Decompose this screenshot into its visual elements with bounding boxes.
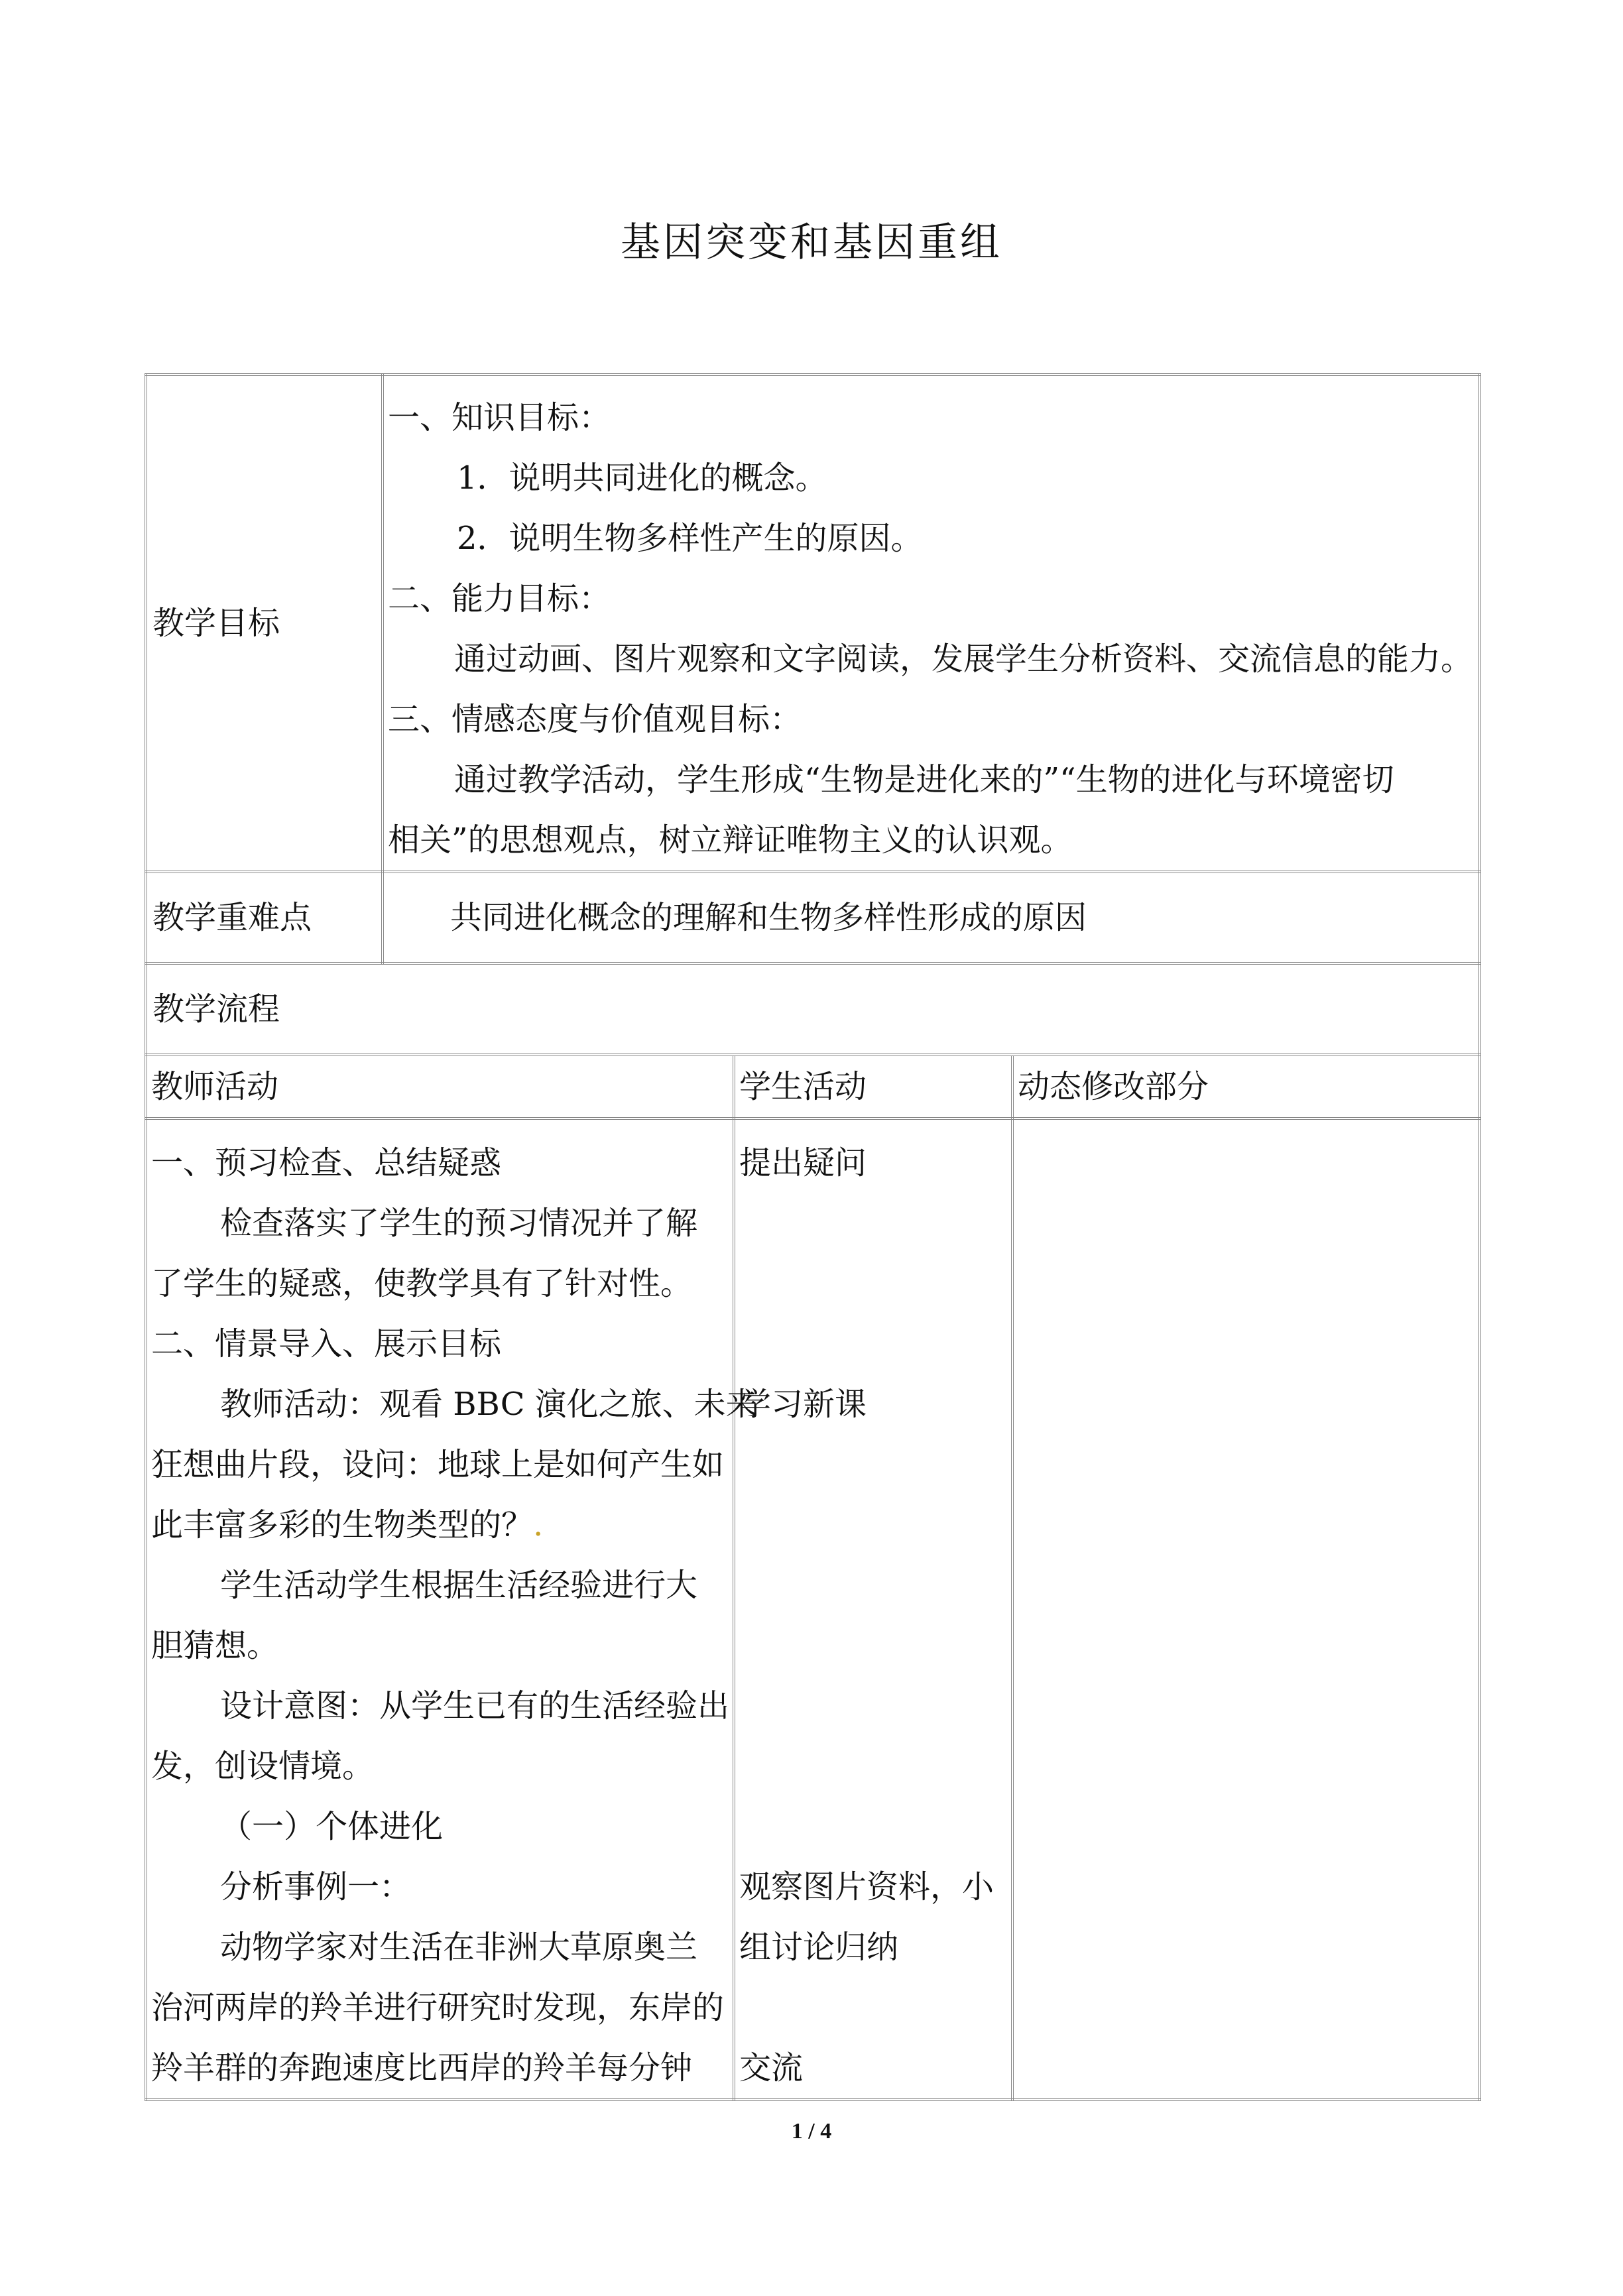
objective-line: 通过动画、图片观察和文字阅读，发展学生分析资料、交流信息的能力。 [454, 640, 1473, 678]
teacher-line: 狂想曲片段，设问：地球上是如何产生如 [151, 1446, 725, 1483]
teacher-line: 一、预习检查、总结疑惑 [151, 1144, 502, 1181]
student-line [739, 1254, 1011, 1314]
flow-header-row [146, 1055, 1480, 1118]
key-points-row [146, 872, 1480, 963]
header-dynamic-revision: 动态修改部分 [1012, 1055, 1480, 1118]
stray-mark: . [533, 1506, 544, 1543]
teacher-activity-cell [146, 1118, 758, 2100]
teacher-line: 胆猜想。 [151, 1627, 279, 1664]
objective-line: 一、知识目标： [388, 399, 611, 436]
teacher-line: （一）个体进化 [220, 1808, 444, 1845]
teacher-line: 发，创设情境。 [151, 1748, 375, 1785]
student-line [739, 1435, 1011, 1495]
teacher-line: 动物学家对生活在非洲大草原奥兰 [220, 1929, 698, 1966]
teacher-line [151, 1495, 733, 1555]
student-line: 交流 [739, 2049, 804, 2086]
document-title: 基因突变和基因重组 [621, 219, 1002, 266]
student-line [739, 1616, 1011, 1676]
teacher-line: 二、情景导入、展示目标 [151, 1325, 502, 1362]
dynamic-revision-cell [1012, 1118, 1480, 2100]
flow-content-row [146, 1118, 1480, 2100]
student-line [739, 1193, 1011, 1254]
objective-line: 通过教学活动，学生形成“生物是进化来的”“生物的进化与环境密切 [454, 761, 1394, 798]
objectives-label: 教学目标 [146, 375, 383, 872]
objectives-row [146, 375, 1480, 872]
objective-line: 二、能力目标： [388, 580, 611, 617]
student-line [739, 1314, 1011, 1374]
student-line [739, 1495, 1011, 1555]
flow-label: 教学流程 [146, 963, 1480, 1055]
student-line: 提出疑问 [739, 1144, 867, 1181]
student-line [739, 1555, 1011, 1616]
teacher-line: 教师活动：观看 BBC 演化之旅、未来 [220, 1386, 758, 1423]
objective-line: 三、情感态度与价值观目标： [388, 701, 802, 738]
key-points-text: 共同进化概念的理解和生物多样性形成的原因 [450, 899, 1087, 936]
key-points-label: 教学重难点 [146, 872, 383, 963]
flow-title-row [146, 963, 1480, 1055]
student-line [739, 1676, 1011, 1736]
teacher-line: 检查落实了学生的预习情况并了解 [220, 1205, 698, 1242]
student-line [739, 1736, 1011, 1797]
teacher-line: 学生活动学生根据生活经验进行大 [220, 1567, 698, 1604]
teacher-line: 分析事例一： [220, 1868, 412, 1905]
teacher-line-text: 此丰富多彩的生物类型的？ [151, 1506, 534, 1543]
objective-line: 2．说明生物多样性产生的原因。 [457, 520, 923, 557]
teacher-line: 了学生的疑惑，使教学具有了针对性。 [151, 1265, 693, 1302]
page-number: 1 / 4 [791, 2119, 832, 2144]
objective-line: 1．说明共同进化的概念。 [457, 459, 827, 497]
student-line: 组讨论归纳 [739, 1929, 899, 1966]
student-line [739, 1797, 1011, 1857]
objectives-content [383, 375, 1480, 872]
student-line [739, 1978, 1011, 2038]
teacher-line: 治河两岸的羚羊进行研究时发现，东岸的 [151, 1989, 725, 2026]
teacher-line: 羚羊群的奔跑速度比西岸的羚羊每分钟 [151, 2049, 693, 2086]
header-student-activity: 学生活动 [734, 1055, 1012, 1118]
key-points-content [383, 872, 1480, 963]
objective-line: 相关”的思想观点，树立辩证唯物主义的认识观。 [388, 821, 1073, 859]
student-line: 学习新课 [739, 1386, 867, 1423]
header-teacher-activity: 教师活动 [146, 1055, 734, 1118]
student-line: 观察图片资料，小 [739, 1868, 994, 1905]
teacher-line: 设计意图：从学生已有的生活经验出 [220, 1687, 730, 1724]
student-activity-cell [734, 1118, 1012, 2100]
lesson-plan-table [145, 373, 1481, 2101]
